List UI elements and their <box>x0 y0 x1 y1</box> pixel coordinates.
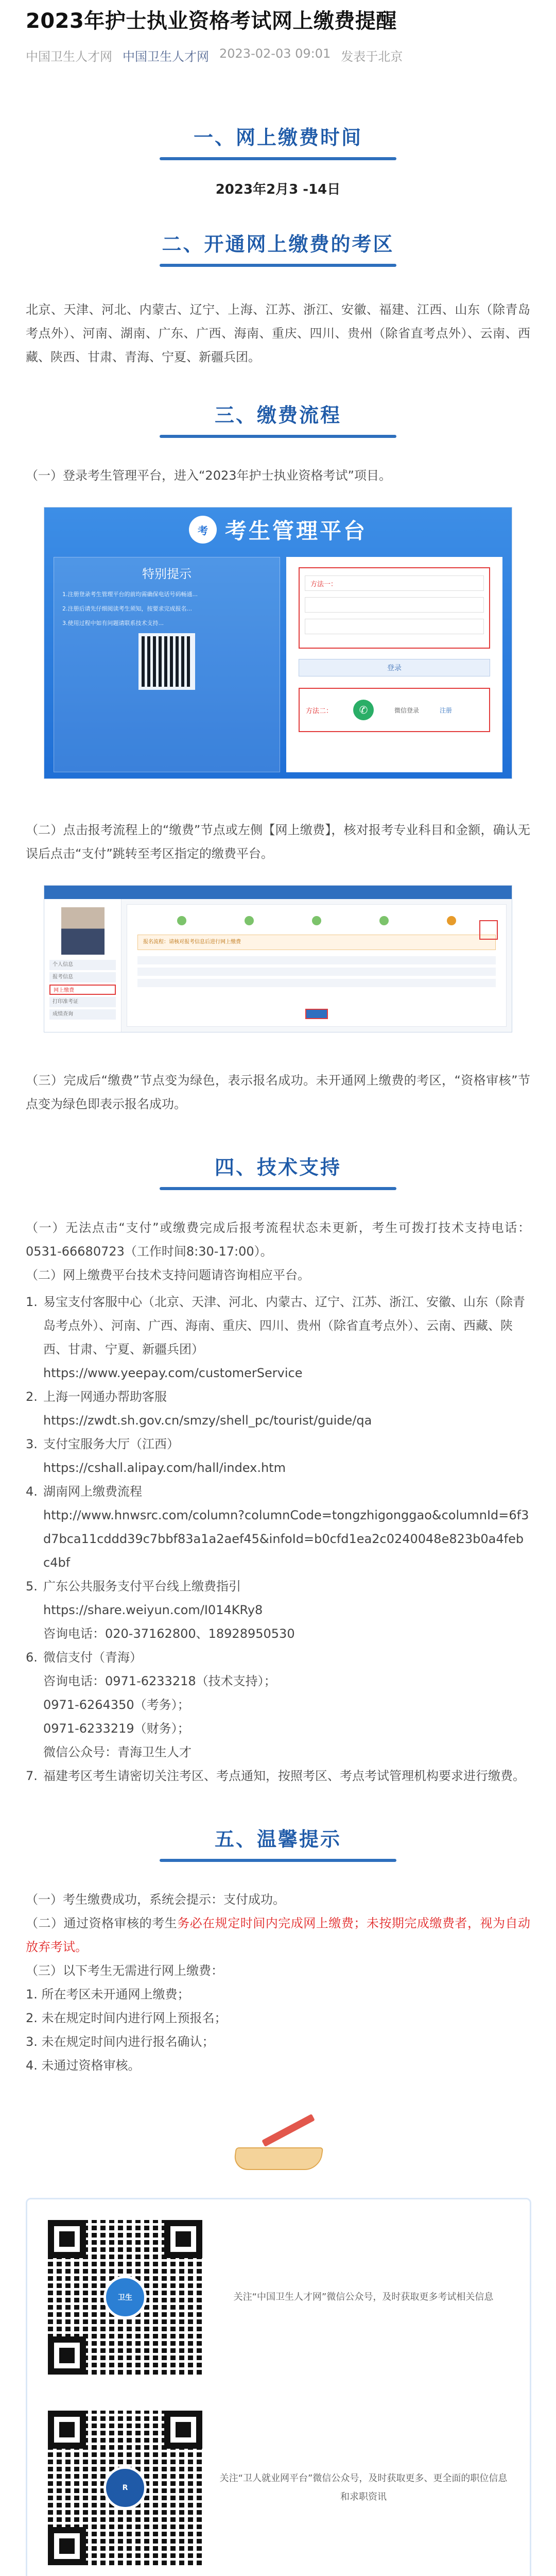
support-link[interactable]: https://zwdt.sh.gov.cn/smzy/shell_pc/tourist/guide/qa <box>43 1413 372 1428</box>
candidate-photo <box>61 907 105 955</box>
support-line: 上海一网通办帮助客服 <box>43 1389 167 1404</box>
exempt-item: 1. 所在考区未开通网上缴费； <box>26 1987 190 2002</box>
article-title: 2023年护士执业资格考试网上缴费提醒 <box>26 9 397 33</box>
section-header <box>26 122 530 160</box>
support-item-number: 1. <box>26 1295 38 1309</box>
step-dot <box>245 916 254 925</box>
login-panel <box>286 557 502 772</box>
tip-3: （三）以下考生无需进行网上缴费： <box>26 1963 223 1978</box>
qr-logo-badge: R <box>103 2466 147 2510</box>
notice-line: 3.使用过程中如有问题请联系技术支持... <box>62 620 164 626</box>
support-line: 易宝支付客服中心（北京、天津、河北、内蒙古、辽宁、江苏、浙江、安徽、山东（除青岛考点外）、河南、广西、海南、重庆、四川、贵州（除省直考点外）、云南、西藏、陕西、甘肃、宁夏、新疆兵团） <box>43 1295 525 1357</box>
exempt-item: 3. 未在规定时间内进行报名确认； <box>26 2035 215 2049</box>
password-field[interactable] <box>305 597 484 613</box>
support-list <box>26 1290 530 1788</box>
support-link[interactable]: http://www.hnwsrc.com/column?columnCode=tongzhigonggao&columnId=6f3d7bca11cddd39c7bbf83a1a2aef45&infoId=b0cfd1ea2c0240048e823b0a4febc4bf <box>43 1508 529 1570</box>
register-link[interactable]: 注册 <box>440 706 453 714</box>
login-platform-screenshot <box>44 507 512 779</box>
section-underline <box>160 264 396 267</box>
section-underline <box>160 1187 396 1190</box>
account-link[interactable]: 中国卫生人才网 <box>123 49 209 64</box>
support-item <box>26 1385 530 1432</box>
support-item-number: 6. <box>26 1650 38 1665</box>
support-link[interactable]: https://share.weiyun.com/I014KRy8 <box>43 1603 263 1617</box>
publish-time: 2023-02-03 09:01 <box>219 46 331 61</box>
support-line: 广东公共服务支付平台线上缴费指引 <box>43 1579 241 1594</box>
support-item <box>26 1646 530 1764</box>
section-regions <box>26 229 530 369</box>
section-title: 三、缴费流程 <box>214 404 341 427</box>
platform-logo-icon: 考 <box>189 516 217 544</box>
qr-item <box>48 2215 509 2380</box>
article-source: 中国卫生人才网 <box>26 49 112 64</box>
payment-tip: 报名流程：请核对报考信息后进行网上缴费 <box>137 935 496 950</box>
qr-finder-pattern <box>48 2336 86 2375</box>
method-one-box <box>299 567 490 649</box>
pay-button[interactable] <box>305 1009 328 1019</box>
top-bar <box>44 886 512 899</box>
section-header <box>26 1152 530 1190</box>
section-title: 四、技术支持 <box>214 1156 341 1179</box>
section-title: 二、开通网上缴费的考区 <box>162 233 394 256</box>
fee-rows <box>137 956 496 987</box>
tip-2 <box>26 1911 530 1959</box>
support-item-number: 3. <box>26 1437 38 1451</box>
qr-caption: 关注“卫人就业网平台”微信公众号，及时获取更多、更全面的职位信息和求职资讯 <box>219 2473 508 2502</box>
exempt-list <box>26 1982 530 2077</box>
support-line: 微信支付（青海） <box>43 1650 142 1665</box>
section-underline <box>160 435 396 438</box>
payment-page-screenshot <box>44 885 512 1032</box>
tip-2-warning: 务必在规定时间内完成网上缴费；未按期完成缴费者，视为自动放弃考试。 <box>26 1916 531 1954</box>
menu-item-online-payment[interactable]: 网上缴费 <box>49 985 116 995</box>
support-line: 咨询电话：0971-6233218（技术支持）； <box>43 1674 276 1688</box>
support-item <box>26 1290 530 1385</box>
exempt-item: 2. 未在规定时间内进行网上预报名； <box>26 2011 227 2025</box>
login-button[interactable]: 登录 <box>299 659 490 676</box>
qr-code-icon[interactable] <box>48 2220 202 2375</box>
method-two-label: 方法二： <box>306 707 333 715</box>
qr-finder-pattern <box>164 2411 202 2449</box>
platform-title: 考生管理平台 <box>224 518 367 544</box>
step-dot <box>177 916 186 925</box>
section-tips <box>26 1824 530 2077</box>
support-line: 0971-6233219（财务）； <box>43 1721 190 1736</box>
section-title: 一、网上缴费时间 <box>193 126 362 149</box>
process-step-2: （二）点击报考流程上的“缴费”节点或左侧【网上缴费】，核对报考专业科目和金额，确认无误后点击“支付”跳转至考区指定的缴费平台。 <box>26 823 530 861</box>
platform-header <box>44 507 512 552</box>
support-link[interactable]: https://cshall.alipay.com/hall/index.htm <box>43 1461 286 1475</box>
qr-finder-pattern <box>48 2220 86 2258</box>
process-step-3: （三）完成后“缴费”节点变为绿色，表示报名成功。未开通网上缴费的考区，“资格审核”节点变为绿色即表示报名成功。 <box>26 1073 530 1111</box>
qr-logo-badge: 卫生 <box>103 2276 147 2319</box>
notice-panel <box>54 557 280 772</box>
payment-main <box>127 904 507 1027</box>
fee-row <box>137 968 496 976</box>
support-item <box>26 1764 530 1788</box>
section-payment-time <box>26 122 530 198</box>
notice-line: 2.注册后请先仔细阅读考生须知，按要求完成报名... <box>62 605 192 612</box>
process-steps <box>127 905 506 925</box>
book-icon <box>233 2147 323 2170</box>
fee-row <box>137 956 496 964</box>
username-field[interactable] <box>305 575 484 591</box>
wechat-login-icon[interactable]: ✆ <box>353 700 374 720</box>
menu-item[interactable]: 打印准考证 <box>49 997 116 1007</box>
support-line: 咨询电话：020-37162800、18928950530 <box>43 1626 295 1641</box>
menu-item[interactable]: 报考信息 <box>49 972 116 982</box>
support-link[interactable]: https://www.yeepay.com/customerService <box>43 1366 303 1380</box>
step-dot-payment[interactable] <box>447 916 456 925</box>
support-line: 0971-6264350（考务）； <box>43 1698 190 1712</box>
payment-node-highlight <box>479 920 498 940</box>
section-process <box>26 400 530 1116</box>
support-line: 福建考区考生请密切关注考区、考点通知，按照考区、考点考试管理机构要求进行缴费。 <box>43 1769 525 1783</box>
support-phone: （一）无法点击“支付”或缴费完成后报考流程状态未更新，考生可拨打技术支持电话：0531-66680723（工作时间8:30-17:00）。 <box>26 1221 530 1259</box>
section-tech-support <box>26 1152 530 1788</box>
section-title: 五、温馨提示 <box>214 1828 341 1851</box>
qr-code-icon[interactable] <box>48 2411 202 2565</box>
notice-line: 1.注册登录考生管理平台的前均需确保电话号码畅通... <box>62 591 198 598</box>
article-meta <box>26 46 530 64</box>
support-item <box>26 1432 530 1480</box>
qr-item <box>48 2405 509 2570</box>
section-header <box>26 1824 530 1862</box>
publish-location: 发表于北京 <box>341 49 403 64</box>
step-dot <box>379 916 389 925</box>
menu-item[interactable]: 个人信息 <box>49 960 116 970</box>
book-pencil-icon <box>224 2124 332 2180</box>
section-header <box>26 229 530 267</box>
qr-code-card <box>26 2198 531 2576</box>
support-item-number: 7. <box>26 1769 38 1783</box>
side-menu <box>44 899 121 1032</box>
pencil-icon <box>262 2114 315 2147</box>
qr-caption: 关注“中国卫生人才网”微信公众号，及时获取更多考试相关信息 <box>233 2292 494 2302</box>
support-line: 微信公众号：青海卫生人才 <box>43 1745 192 1759</box>
support-item <box>26 1574 530 1646</box>
qr-finder-pattern <box>164 2220 202 2258</box>
qr-finder-pattern <box>48 2411 86 2449</box>
wechat-login-label: 微信登录 <box>394 706 420 714</box>
section-underline <box>160 157 396 160</box>
step-dot <box>312 916 321 925</box>
qr-finder-pattern <box>48 2527 86 2565</box>
section-header <box>26 400 530 438</box>
fee-row <box>137 979 496 987</box>
support-line: 支付宝服务大厅（江西） <box>43 1437 179 1451</box>
notice-qr-icon <box>138 633 195 690</box>
exempt-item: 4. 未通过资格审核。 <box>26 2058 141 2073</box>
payment-date: 2023年2月3 -14日 <box>215 182 341 197</box>
tip-1: （一）考生缴费成功，系统会提示：支付成功。 <box>26 1892 285 1907</box>
captcha-field[interactable] <box>305 619 484 634</box>
support-line: 湖南网上缴费流程 <box>43 1484 142 1499</box>
support-item <box>26 1480 530 1574</box>
section-underline <box>160 1859 396 1862</box>
menu-item[interactable]: 成绩查询 <box>49 1009 116 1020</box>
notice-title: 特别提示 <box>142 567 192 581</box>
support-item-number: 4. <box>26 1484 38 1499</box>
tip-2-text: （二）通过资格审核的考生 <box>26 1916 178 1930</box>
regions-text: 北京、天津、河北、内蒙古、辽宁、上海、江苏、浙江、安徽、福建、江西、山东（除青岛考点外）、河南、湖南、广东、广西、海南、重庆、四川、贵州（除省直考点外）、云南、西藏、陕西、甘肃、青海、宁夏、新疆兵团。 <box>26 302 530 364</box>
support-item-number: 5. <box>26 1579 38 1594</box>
method-two-box <box>299 688 490 732</box>
support-item-number: 2. <box>26 1389 38 1404</box>
support-platforms: （二）网上缴费平台技术支持问题请咨询相应平台。 <box>26 1268 310 1282</box>
method-one-label: 方法一： <box>310 580 338 588</box>
process-step-1: （一）登录考生管理平台，进入“2023年护士执业资格考试”项目。 <box>26 468 391 483</box>
